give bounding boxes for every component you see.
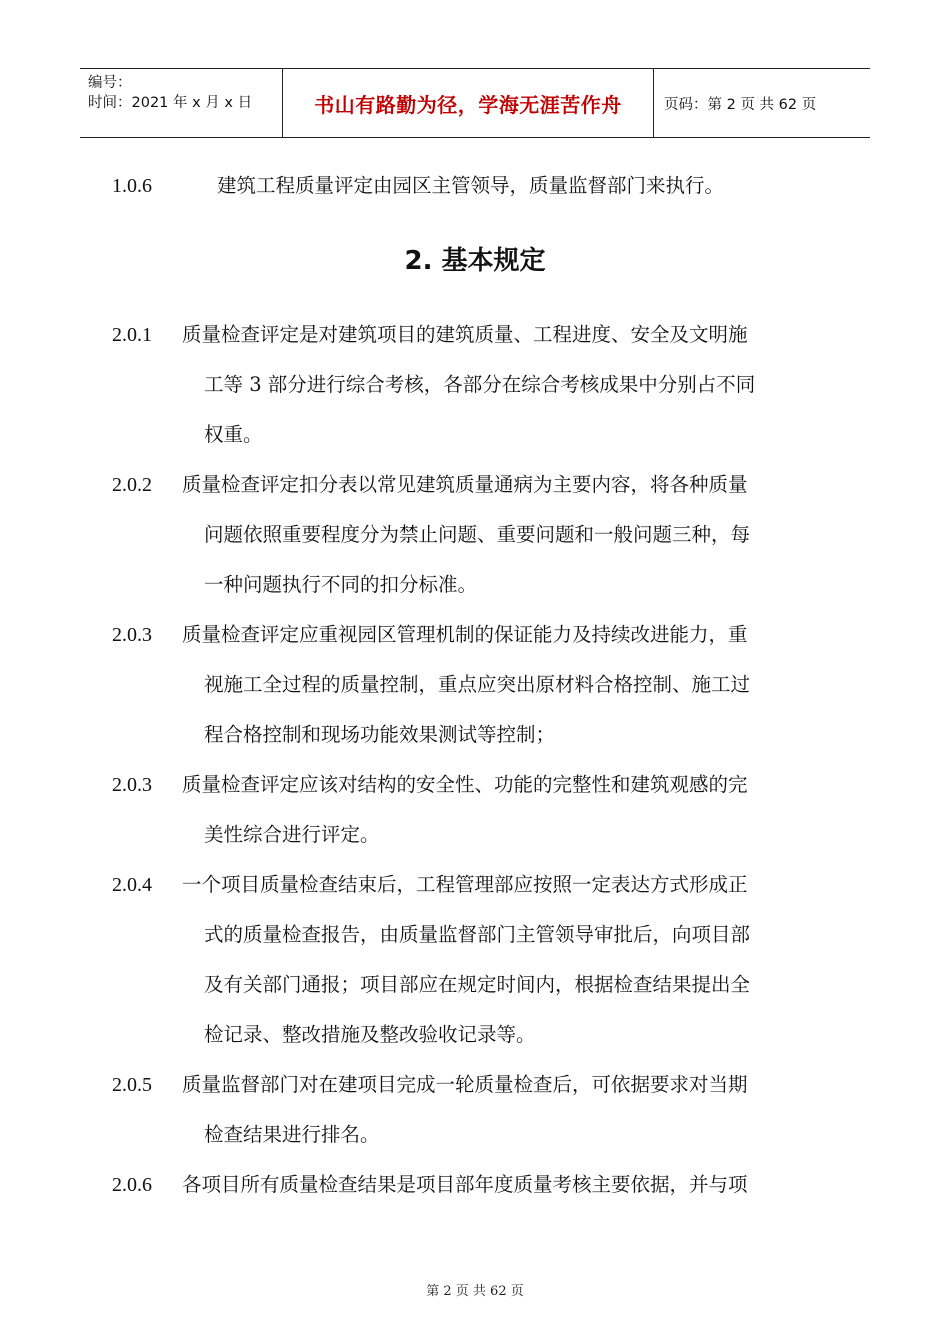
clause-text-line: 质量检查评定扣分表以常见建筑质量通病为主要内容，将各种质量 [182,473,748,496]
clause-item [112,310,872,460]
page-footer: 第 2 页 共 62 页 [426,1284,524,1299]
page-info: 页码：第 2 页 共 62 页 [664,96,817,113]
clause-text-line: 质量监督部门对在建项目完成一轮质量检查后，可依据要求对当期 [182,1073,748,1096]
code-label: 编号： [88,75,132,91]
clause-number: 2.0.3 [112,774,152,796]
header-page-info [654,69,870,137]
slogan: 书山有路勤为径，学海无涯苦作舟 [314,92,622,117]
clause-item [112,610,872,760]
clause-text-line: 质量检查评定是对建筑项目的建筑质量、工程进度、安全及文明施 [182,323,748,346]
page-header [80,68,870,138]
clause-item [112,460,872,610]
clause-text-line: 视施工全过程的质量控制，重点应突出原材料合格控制、施工过 [204,673,751,696]
time-label: 时间：2021 年 x 月 x 日 [88,95,253,111]
clause-text: 建筑工程质量评定由园区主管领导，质量监督部门来执行。 [217,174,725,197]
clause-text-line: 一种问题执行不同的扣分标准。 [204,573,478,596]
header-slogan-cell [282,69,654,137]
clause-number: 2.0.4 [112,874,152,896]
clause-text-line: 检查结果进行排名。 [204,1123,380,1146]
clause-item [112,1160,872,1210]
clause-number: 2.0.5 [112,1074,152,1096]
clause-text-line: 质量检查评定应重视园区管理机制的保证能力及持续改进能力，重 [182,623,748,646]
clause-text-line: 问题依照重要程度分为禁止问题、重要问题和一般问题三种，每 [204,523,751,546]
section-title: 2. 基本规定 [404,246,546,276]
clause-text-line: 一个项目质量检查结束后，工程管理部应按照一定表达方式形成正 [182,873,748,896]
clause-number: 2.0.6 [112,1174,152,1196]
clause-text-line: 式的质量检查报告，由质量监督部门主管领导审批后，向项目部 [204,923,751,946]
clause-text-line: 各项目所有质量检查结果是项目部年度质量考核主要依据，并与项 [182,1173,748,1196]
clause-number: 1.0.6 [112,175,152,197]
clause-item [112,1060,872,1160]
clause-text-line: 质量检查评定应该对结构的安全性、功能的完整性和建筑观感的完 [182,773,748,796]
clause-text-line: 及有关部门通报；项目部应在规定时间内，根据检查结果提出全 [204,973,751,996]
clause-text-line: 工等 3 部分进行综合考核，各部分在综合考核成果中分别占不同 [204,373,756,396]
clause-text-line: 检记录、整改措施及整改验收记录等。 [204,1023,536,1046]
clause-number: 2.0.3 [112,624,152,646]
header-meta [80,69,282,137]
clause-item [112,860,872,1060]
clause-item [112,760,872,860]
clause-text-line: 美性综合进行评定。 [204,823,380,846]
clause-text-line: 程合格控制和现场功能效果测试等控制； [204,723,556,746]
clause-number: 2.0.2 [112,474,152,496]
clause-text-line: 权重。 [204,423,263,446]
clause-1-0-6 [112,161,872,211]
clause-number: 2.0.1 [112,324,152,346]
